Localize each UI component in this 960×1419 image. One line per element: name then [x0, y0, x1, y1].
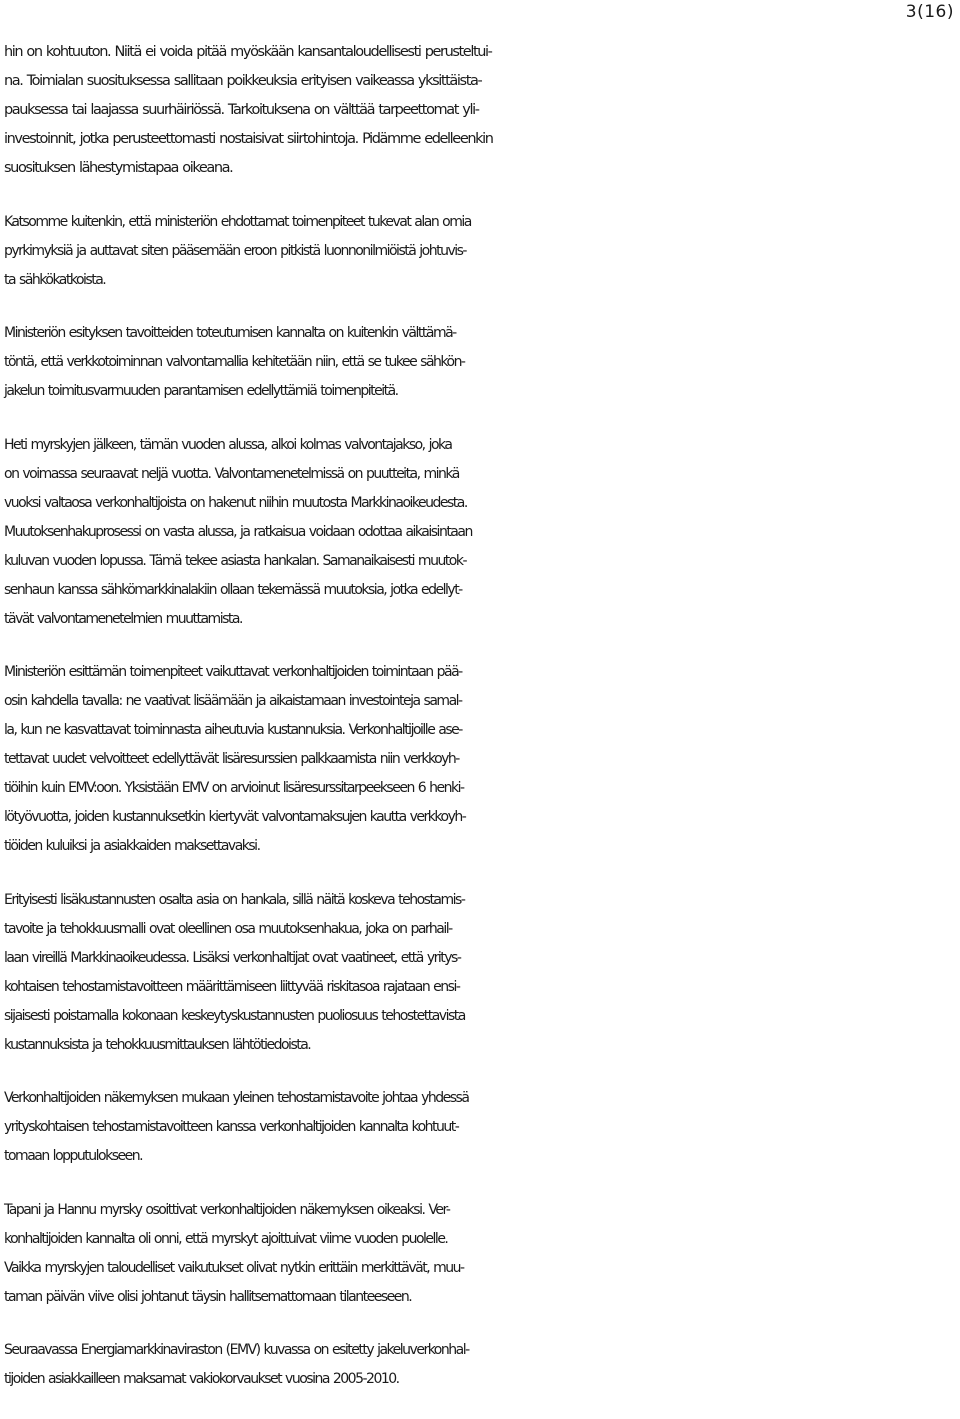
paragraph-8 — [4, 1196, 956, 1312]
text-line: tettavat uudet velvoitteet edellyttävät lisäresurssien palkkaamista niin verkkoyh- — [4, 751, 459, 767]
paragraph-4 — [4, 431, 956, 634]
page-number: 3(16) — [905, 2, 954, 22]
paragraph-1 — [4, 38, 956, 183]
text-line: Vaikka myrskyjen taloudelliset vaikutukset olivat nytkin erittäin merkittävät, muu- — [4, 1259, 464, 1276]
text-line: senhaun kanssa sähkömarkkinalakiin ollaan tekemässä muutoksia, jotka edellyt- — [4, 581, 462, 598]
text-line: Ministeriön esityksen tavoitteiden toteutumisen kannalta on kuitenkin välttämä- — [4, 325, 456, 341]
text-line: ta sähkökatkoista. — [4, 271, 106, 288]
text-line: Tapani ja Hannu myrsky osoittivat verkonhaltijoiden näkemyksen oikeaksi. Ver- — [4, 1201, 450, 1218]
paragraph-5 — [4, 658, 956, 861]
text-line: Erityisesti lisäkustannusten osalta asia on hankala, sillä näitä koskeva tehostamis- — [4, 891, 465, 908]
text-line: Seuraavassa Energiamarkkinaviraston (EMV) kuvassa on esitetty jakeluverkonhal- — [4, 1342, 469, 1358]
text-line: sijaisesti poistamalla kokonaan keskeytyskustannusten puoliosuus tehostettavista — [4, 1007, 465, 1024]
text-line: pyrkimyksiä ja auttavat siten pääsemään eroon pitkistä luonnonilmiöistä johtuvis- — [4, 242, 466, 259]
text-line: tiöiden kuluiksi ja asiakkaiden maksettavaksi. — [4, 838, 260, 854]
text-line: hin on kohtuuton. Niitä ei voida pitää myöskään kansantaloudellisesti perusteltui- — [4, 44, 492, 60]
text-line: kustannuksista ja tehokkuusmittauksen lähtötiedoista. — [4, 1036, 311, 1053]
text-line: tävät valvontamenetelmien muuttamista. — [4, 610, 242, 627]
text-line: Katsomme kuitenkin, että ministeriön ehdottamat toimenpiteet tukevat alan omia — [4, 213, 471, 230]
text-line: jakelun toimitusvarmuuden parantamisen edellyttämiä toimenpiteitä. — [4, 383, 398, 399]
text-line: yrityskohtaisen tehostamistavoitteen kanssa verkonhaltijoiden kannalta kohtuut- — [4, 1119, 459, 1135]
text-line: tomaan lopputulokseen. — [4, 1148, 143, 1164]
paragraph-3 — [4, 319, 956, 406]
text-line: Heti myrskyjen jälkeen, tämän vuoden alussa, alkoi kolmas valvontajakso, joka — [4, 436, 452, 453]
text-line: Ministeriön esittämän toimenpiteet vaikuttavat verkonhaltijoiden toimintaan pää- — [4, 664, 462, 680]
text-line: Verkonhaltijoiden näkemyksen mukaan yleinen tehostamistavoite johtaa yhdessä — [4, 1090, 469, 1106]
text-line: suosituksen lähestymistapaa oikeana. — [4, 160, 233, 176]
text-line: Muutoksenhakuprosessi on vasta alussa, ja ratkaisua voidaan odottaa aikaisintaan — [4, 523, 472, 540]
text-line: tijoiden asiakkailleen maksamat vakiokorvaukset vuosina 2005-2010. — [4, 1371, 399, 1387]
text-line: na. Toimialan suosituksessa sallitaan poikkeuksia erityisen vaikeassa yksittäista- — [4, 73, 482, 89]
text-line: tiöihin kuin EMV:oon. Yksistään EMV on arvioinut lisäresurssitarpeekseen 6 henki- — [4, 780, 464, 796]
text-line: töntä, että verkkotoiminnan valvontamallia kehitetään niin, että se tukee sähkön- — [4, 354, 465, 370]
text-line: tavoite ja tehokkuusmalli ovat oleellinen osa muutoksenhakua, joka on parhail- — [4, 920, 452, 937]
text-line: la, kun ne kasvattavat toiminnasta aiheutuvia kustannuksia. Verkonhaltijoille ase- — [4, 722, 462, 738]
text-line: osin kahdella tavalla: ne vaativat lisäämään ja aikaistamaan investointeja samal- — [4, 693, 462, 709]
text-line: konhaltijoiden kannalta oli onni, että myrskyt ajoittuivat viime vuoden puolelle. — [4, 1230, 448, 1247]
paragraph-6 — [4, 886, 956, 1060]
text-line: kuluvan vuoden lopussa. Tämä tekee asiasta hankalan. Samanaikaisesti muutok- — [4, 552, 467, 569]
text-line: pauksessa tai laajassa suurhäiriössä. Tarkoituksena on välttää tarpeettomat yli- — [4, 102, 479, 118]
paragraph-9 — [4, 1336, 956, 1394]
text-line: kohtaisen tehostamistavoitteen määrittämiseen liittyvää riskitasoa rajataan ensi- — [4, 978, 460, 995]
text-line: taman päivän viive olisi johtanut täysin hallitsemattomaan tilanteeseen. — [4, 1288, 412, 1305]
text-line: investoinnit, jotka perusteettomasti nostaisivat siirtohintoja. Pidämme edelleenkin — [4, 131, 493, 147]
text-line: on voimassa seuraavat neljä vuotta. Valvontamenetelmissä on puutteita, minkä — [4, 465, 459, 482]
document-body — [4, 38, 956, 1419]
text-line: laan vireillä Markkinaoikeudessa. Lisäksi verkonhaltijat ovat vaatineet, että yritys- — [4, 949, 461, 966]
paragraph-7 — [4, 1084, 956, 1171]
text-line: lötyövuotta, joiden kustannuksetkin kiertyvät valvontamaksujen kautta verkkoyh- — [4, 809, 466, 825]
text-line: vuoksi valtaosa verkonhaltijoista on hakenut niihin muutosta Markkinaoikeudesta. — [4, 494, 467, 511]
paragraph-2 — [4, 208, 956, 295]
